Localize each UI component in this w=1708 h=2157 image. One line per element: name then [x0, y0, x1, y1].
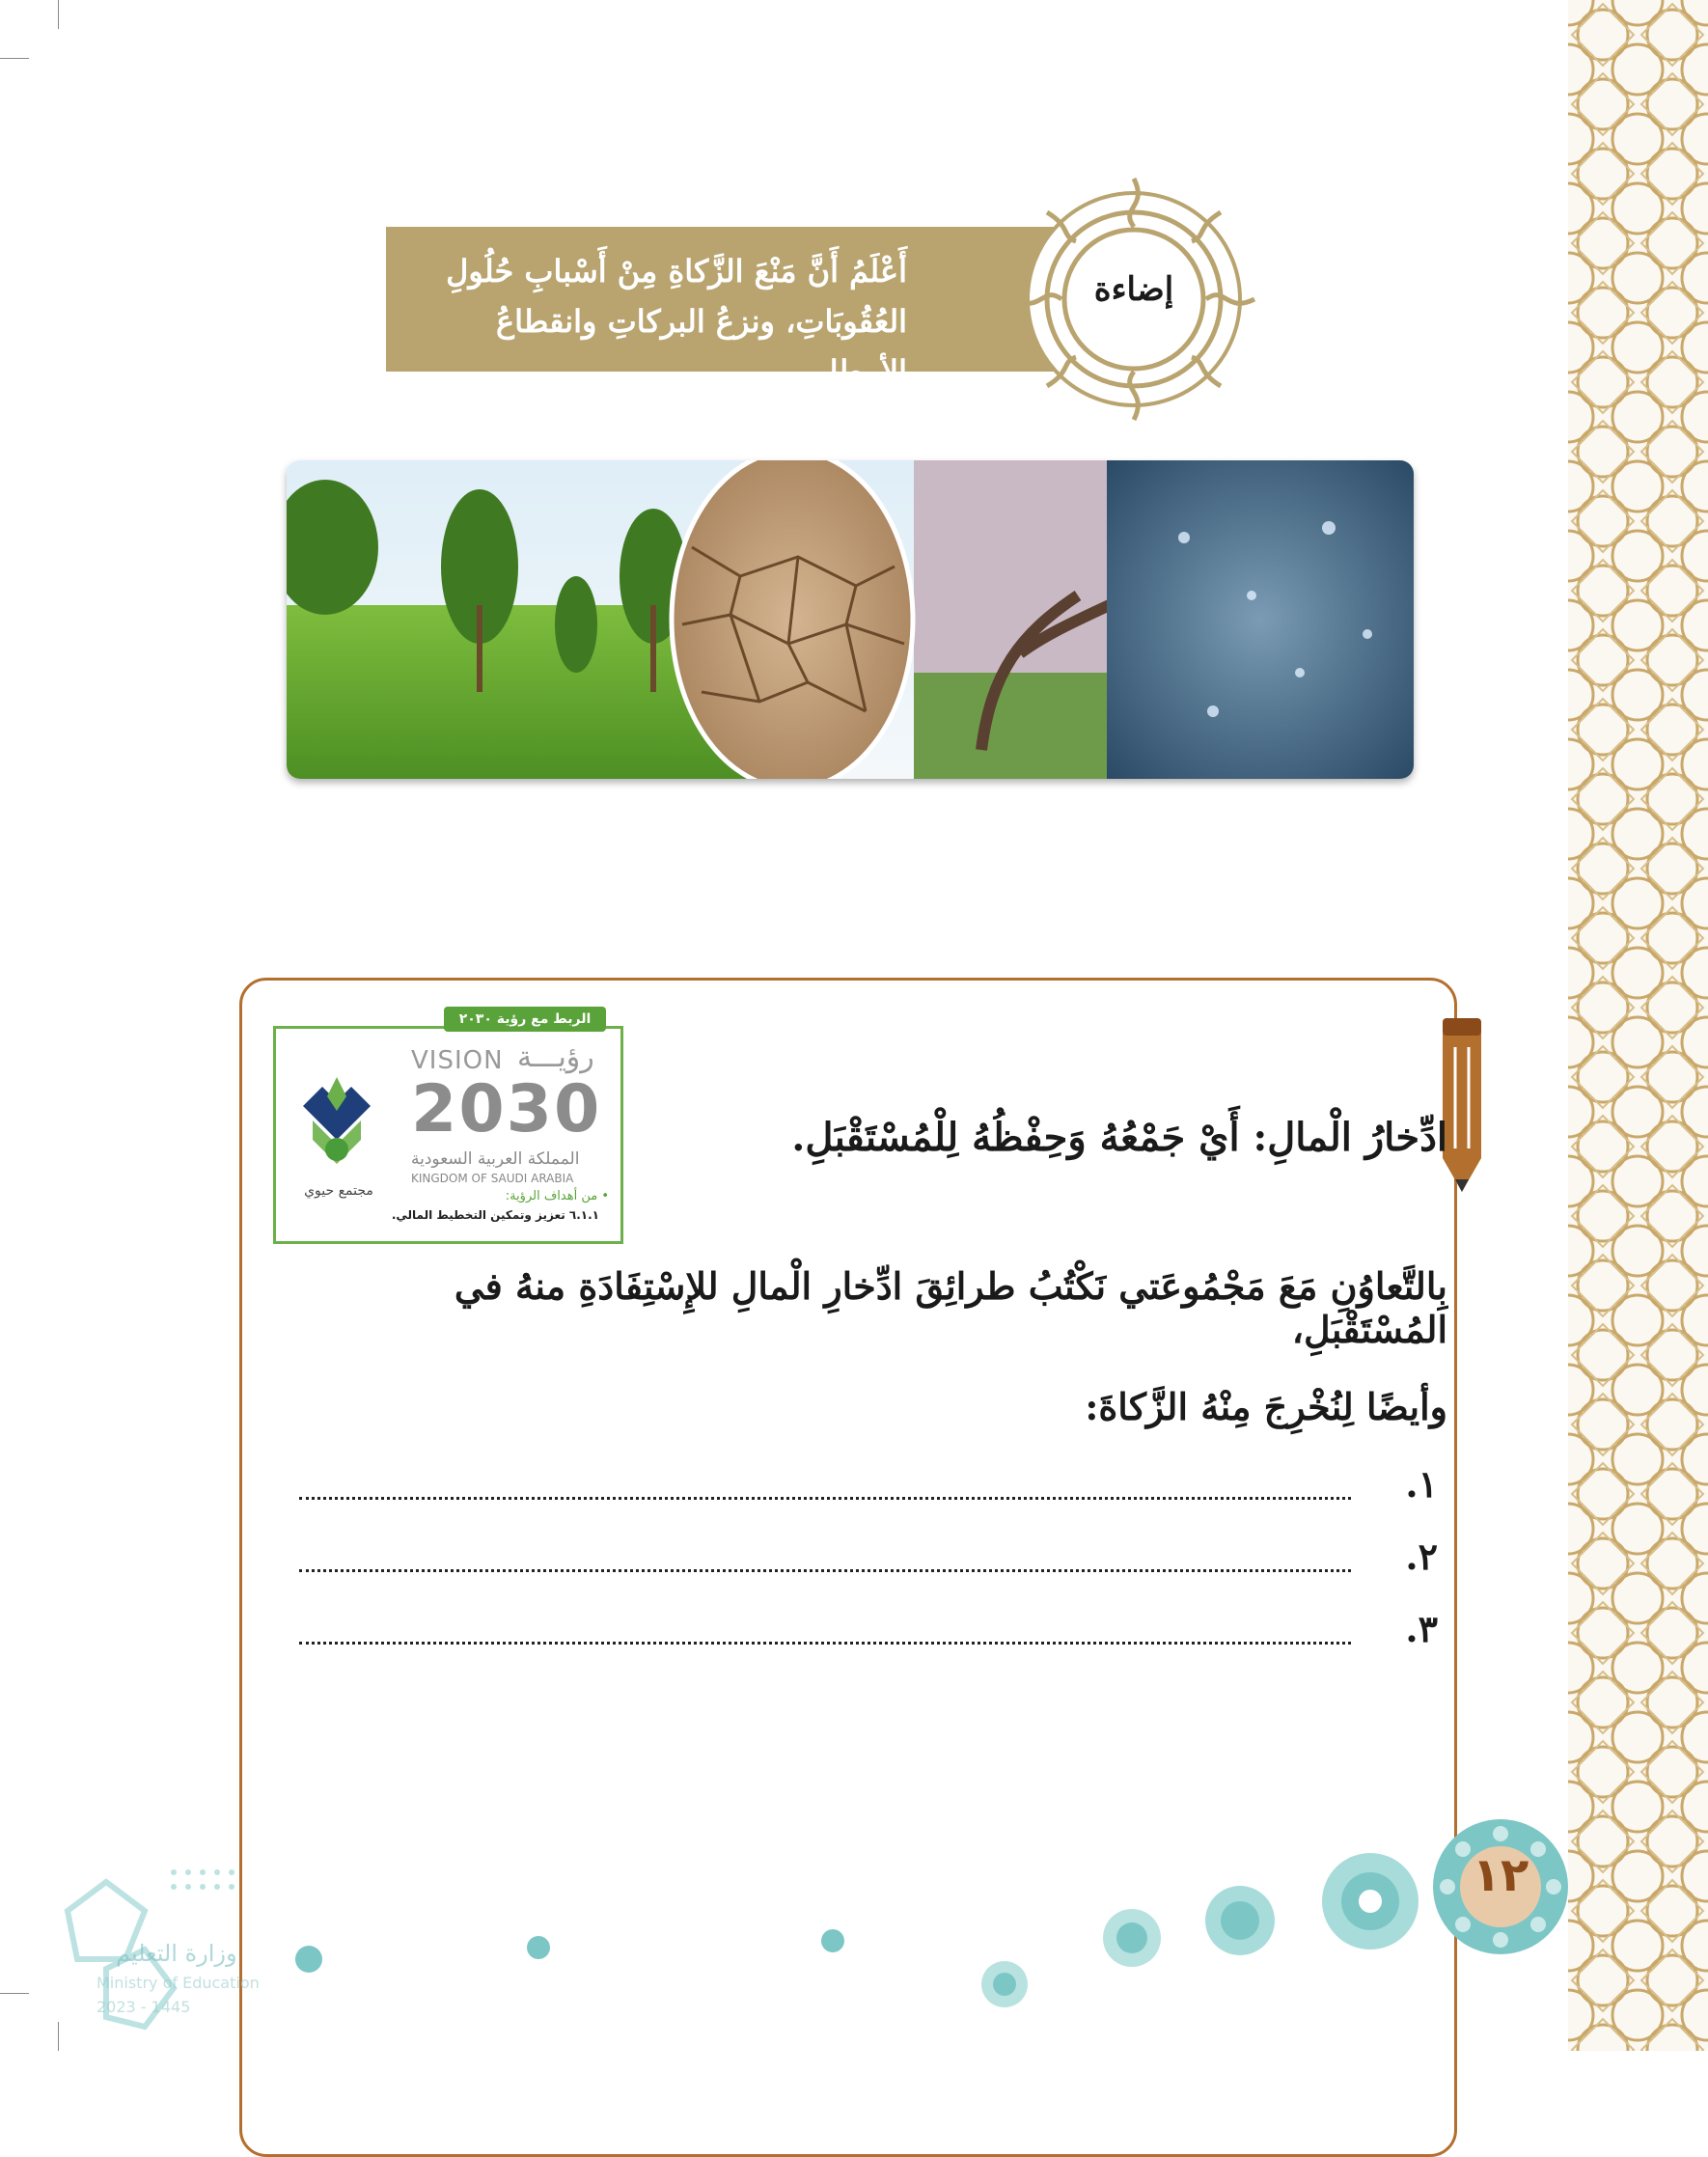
callout-label: إضاءة — [1093, 270, 1174, 309]
rosette-icon — [1201, 1882, 1279, 1959]
ornamental-border — [1568, 0, 1708, 2051]
page-number: ١٢ — [1472, 1848, 1529, 1902]
rosette-icon — [1100, 1906, 1164, 1970]
kingdom-name-ar: المملكة العربية السعودية — [411, 1149, 580, 1169]
vibrant-society-label: مجتمع حيوي — [304, 1183, 373, 1199]
vision-goals-title: • من أهداف الرؤية: — [505, 1189, 609, 1203]
dotted-line — [299, 1569, 1351, 1572]
nature-photo-collage — [287, 460, 1414, 779]
answer-line-2[interactable] — [299, 1535, 1438, 1592]
rosette-icon — [294, 1945, 323, 1974]
callout-text: أَعْلَمُ أَنَّ مَنْعَ الزَّكاةِ مِنْ أَسْبابِ حُلُولِ العُقُوبَاتِ، ونزعُ البركاتِ وانقطاعُ الأمطارِ. — [446, 253, 907, 390]
crop-mark — [58, 0, 59, 29]
dotted-line — [299, 1497, 1351, 1500]
vision-word-en: VISION — [411, 1046, 504, 1075]
answer-number: ١. — [1405, 1462, 1438, 1506]
rosette-icon — [979, 1959, 1030, 2009]
crop-mark — [0, 1993, 29, 1994]
vision-link-tag: الربط مع رؤية ٢٠٣٠ — [444, 1007, 606, 1032]
rosette-icon — [1317, 1848, 1423, 1954]
vision-word-ar: رؤيـــة — [517, 1040, 594, 1074]
answer-line-1[interactable] — [299, 1462, 1438, 1520]
callout-band — [386, 227, 1061, 390]
activity-instruction: بِالتَّعاوُنِ مَعَ مَجْمُوعَتي نَكْتُبُ طرائِقَ ادِّخارِ الْمالِ للإِسْتِفَادَةِ منهُ في المُسْتَقْبَلِ، — [454, 1264, 1447, 1351]
rosette-icon — [526, 1935, 551, 1960]
rosette-icon — [820, 1928, 845, 1953]
answer-number: ٢. — [1405, 1535, 1438, 1578]
savings-definition: ادِّخارُ الْمالِ: أَيْ جَمْعُهُ وَحِفْظُهُ لِلْمُسْتَقْبَلِ. — [791, 1115, 1447, 1160]
vision-year: 2030 — [411, 1071, 602, 1148]
answer-line-3[interactable] — [299, 1607, 1438, 1665]
answer-number: ٣. — [1405, 1607, 1438, 1650]
ministry-name-ar: وزارة التعليم — [116, 1940, 237, 1967]
edition-year: 2023 - 1445 — [96, 1998, 191, 2016]
pencil-icon — [1438, 1013, 1486, 1197]
vision-2030-box — [273, 1026, 623, 1244]
activity-instruction-continued: وأيضًا لِنُخْرِجَ مِنْهُ الزَّكاةَ: — [1085, 1385, 1447, 1428]
kingdom-name-en: KINGDOM OF SAUDI ARABIA — [411, 1172, 574, 1185]
ministry-name-en: Ministry of Education — [96, 1974, 260, 1992]
dotted-line — [299, 1642, 1351, 1645]
vision-goal: ٦.١.١ تعزيز وتمكين التخطيط المالي. — [391, 1208, 599, 1222]
crop-mark — [0, 58, 29, 59]
vibrant-society-logo-icon — [293, 1067, 380, 1183]
